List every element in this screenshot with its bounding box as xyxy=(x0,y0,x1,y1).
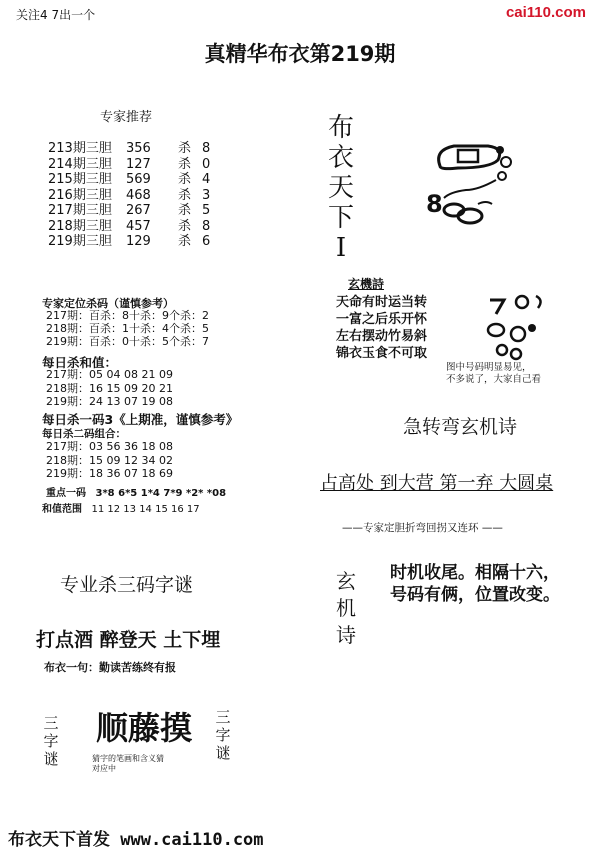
focus-label: 重点一码 xyxy=(46,488,86,499)
poem2-line: 号码有俩，位置改变。 xyxy=(390,585,560,605)
kill-label: 杀 xyxy=(178,203,192,218)
poem2 xyxy=(390,562,560,606)
nums: 457 xyxy=(126,218,151,234)
poem-line: 锦衣玉食不可取 xyxy=(336,346,428,361)
label-char: 三 xyxy=(215,708,231,726)
xuanji-poem-title: 玄機詩 xyxy=(348,277,385,291)
recommend-title: 专家推荐 xyxy=(100,110,153,125)
daily-sum-row: 218期：16 15 09 20 21 xyxy=(46,381,173,395)
note-line: 对应中 xyxy=(92,764,116,773)
kill-label: 杀 xyxy=(178,156,192,172)
buyi-vertical xyxy=(324,113,358,263)
kill: 3 xyxy=(202,187,211,203)
xuanji-char: 机 xyxy=(336,596,356,620)
nums: 569 xyxy=(126,172,151,187)
recommend-row xyxy=(48,188,210,204)
number-doodle-image-2 xyxy=(482,290,550,362)
buyi-saying: 布衣一句：勤读苦练终有报 xyxy=(44,661,176,674)
recommend-row xyxy=(48,234,210,250)
expert-line: ——专家定胆折弯回拐又连环 —— xyxy=(342,522,503,534)
dingpos-title: 专家定位杀码（谨慎参考） xyxy=(42,297,174,310)
poem-line: 天命有时运当转 xyxy=(336,295,428,310)
daily-sum-list xyxy=(46,368,173,409)
xuanji-char: 诗 xyxy=(336,623,356,647)
label-char: 谜 xyxy=(215,744,231,762)
period: 219期三胆 xyxy=(48,234,112,249)
period: 213期三胆 xyxy=(48,141,112,156)
kill3-riddles: 打点酒 醉登天 土下埋 xyxy=(36,629,221,651)
nums: 127 xyxy=(126,156,151,172)
jizhuan-answer: 占高处 到大营 第一弃 大圆桌 xyxy=(320,473,554,494)
poem-caption xyxy=(446,362,541,386)
note-line: 猜字的笔画和含义猜 xyxy=(92,754,164,763)
period: 214期三胆 xyxy=(48,156,112,172)
recommend-row xyxy=(48,141,210,157)
recommend-row xyxy=(48,172,210,188)
focus-text: 3*8 6*5 1*4 7*9 *2* *08 xyxy=(95,488,227,499)
footer-banner[interactable]: 布衣天下首发 www.cai110.com xyxy=(8,830,264,850)
kill: 8 xyxy=(202,141,211,156)
period: 215期三胆 xyxy=(48,172,112,187)
kill-label: 杀 xyxy=(178,141,192,156)
nums: 468 xyxy=(126,187,151,203)
nums: 356 xyxy=(126,141,151,156)
buyi-char: 布 xyxy=(327,113,354,143)
range-text: 11 12 13 14 15 16 17 xyxy=(91,504,200,515)
period: 217期三胆 xyxy=(48,203,112,218)
label-char: 谜 xyxy=(43,750,59,768)
range-label: 和值范围 xyxy=(42,504,82,515)
kill-label: 杀 xyxy=(178,187,192,203)
nums: 267 xyxy=(126,203,151,218)
label-char: 三 xyxy=(43,714,59,732)
buyi-char: 衣 xyxy=(327,143,354,173)
buyi-char: I xyxy=(335,233,347,263)
kill-label: 杀 xyxy=(178,172,192,187)
label-char: 字 xyxy=(215,726,231,744)
nums: 129 xyxy=(126,234,151,249)
recommend-row xyxy=(48,203,210,219)
site-logo[interactable]: cai110.com xyxy=(505,4,586,21)
daily-one-row: 218期：15 09 12 34 02 xyxy=(46,453,173,467)
daily-sum-row: 219期：24 13 07 19 08 xyxy=(46,395,173,408)
kill: 0 xyxy=(202,156,211,172)
xuanji-char: 玄 xyxy=(336,569,356,593)
three-riddle-label-right xyxy=(214,708,232,762)
kill: 6 xyxy=(202,234,211,249)
range-row xyxy=(42,500,200,515)
dingpos-row: 219期：百杀：0十杀：5个杀：7 xyxy=(46,335,209,348)
page-title: 真精华布衣第219期 xyxy=(204,42,396,66)
poem-line: 一富之后乐开怀 xyxy=(336,312,428,327)
kill3-title: 专业杀三码字谜 xyxy=(60,574,194,596)
follow-text: 关注4 7出一个 xyxy=(16,8,96,22)
dingpos-list xyxy=(46,309,209,348)
period: 218期三胆 xyxy=(48,218,112,234)
recommend-row xyxy=(48,219,210,235)
number-doodle-image xyxy=(418,128,528,238)
caption-line: 不多说了，大家自己看 xyxy=(446,374,542,385)
caption-line: 图中号码明显易见， xyxy=(446,362,532,373)
kill: 5 xyxy=(202,203,211,218)
kill: 4 xyxy=(202,172,211,187)
label-char: 字 xyxy=(43,732,59,750)
buyi-char: 下 xyxy=(327,203,354,233)
daily-one-row: 219期：18 36 07 18 69 xyxy=(46,467,173,480)
svg-text:8: 8 xyxy=(426,190,443,218)
focus-row xyxy=(46,484,226,499)
daily-sum-title: 每日杀和值： xyxy=(42,355,118,370)
riddle-note xyxy=(92,754,164,774)
dingpos-row: 217期：百杀：8十杀：9个杀：2 xyxy=(46,309,209,322)
daily-one-row: 217期：03 56 36 18 08 xyxy=(46,440,173,453)
three-riddle-label-left xyxy=(42,714,60,768)
dingpos-row: 218期：百杀：1十杀：4个杀：5 xyxy=(46,322,209,335)
period: 216期三胆 xyxy=(48,187,112,203)
xuanji-poem-lines xyxy=(336,294,427,362)
recommend-list xyxy=(48,141,210,250)
daily-sum-row: 217期：05 04 08 21 09 xyxy=(46,368,173,381)
kill-label: 杀 xyxy=(178,234,192,249)
daily-one-title: 每日杀一码3《上期准，谨慎参考》 xyxy=(42,412,239,427)
big-riddle: 顺藤摸 xyxy=(96,709,193,747)
daily-one-list xyxy=(46,440,173,481)
xuanji-vertical xyxy=(334,568,358,649)
daily-one-subtitle: 每日杀二码组合： xyxy=(42,428,126,440)
poem-line: 左右摆动竹易斜 xyxy=(336,329,428,344)
buyi-char: 天 xyxy=(327,173,354,203)
kill-label: 杀 xyxy=(178,218,192,234)
poem2-line: 时机收尾。相隔十六， xyxy=(390,563,560,583)
recommend-row xyxy=(48,157,210,173)
kill: 8 xyxy=(202,218,211,234)
jizhuan-title: 急转弯玄机诗 xyxy=(402,416,517,438)
